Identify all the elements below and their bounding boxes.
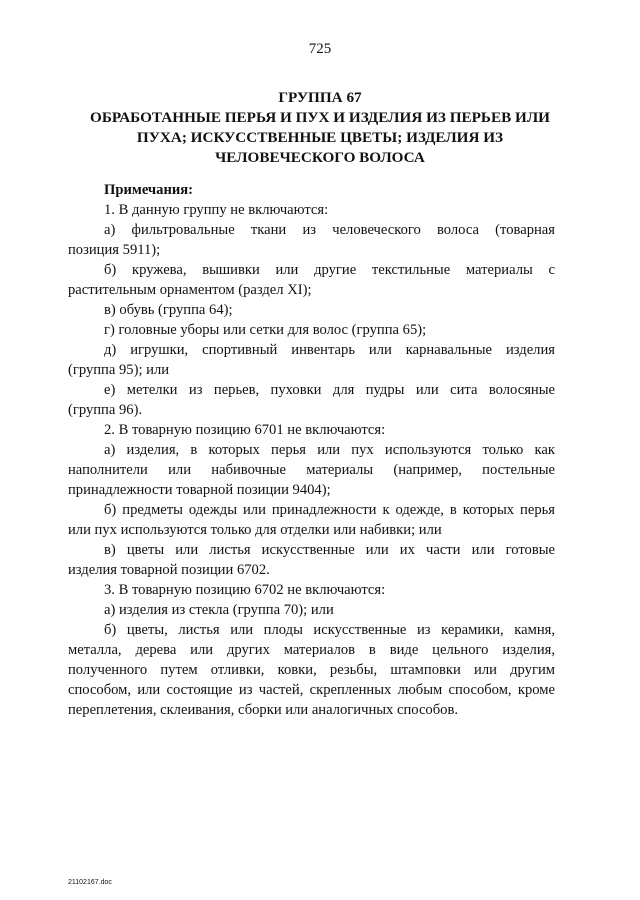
note-line: в) цветы или листья искусственные или их части или готовые xyxy=(104,542,555,558)
note-line: (группа 96). xyxy=(68,402,143,418)
note-line: а) фильтровальные ткани из человеческого волоса (товарная xyxy=(104,222,555,238)
note-line: 2. В товарную позицию 6701 не включаются: xyxy=(104,422,386,438)
note-line: металла, дерева или других материалов в виде цельного изделия, xyxy=(68,642,555,658)
note-line: б) кружева, вышивки или другие текстильные материалы с xyxy=(104,262,555,278)
file-name-footer: 21102167.doc xyxy=(68,879,112,886)
group-title-line: ПУХА; ИСКУССТВЕННЫЕ ЦВЕТЫ; ИЗДЕЛИЯ ИЗ xyxy=(136,129,504,146)
note-line: а) изделия из стекла (группа 70); или xyxy=(104,602,334,618)
note-line: растительным орнаментом (раздел XI); xyxy=(68,282,312,298)
note-line: наполнители или набивочные материалы (например, постельные xyxy=(68,462,555,478)
note-line: 1. В данную группу не включаются: xyxy=(104,202,329,218)
note-line: г) головные уборы или сетки для волос (группа 65); xyxy=(104,322,427,338)
note-line: 3. В товарную позицию 6702 не включаются: xyxy=(104,582,386,598)
note-line: д) игрушки, спортивный инвентарь или карнавальные изделия xyxy=(104,342,555,358)
note-line: б) цветы, листья или плоды искусственные из керамики, камня, xyxy=(104,622,555,638)
note-line: изделия товарной позиции 6702. xyxy=(68,562,270,578)
note-line: переплетения, склеивания, сборки или аналогичных способов. xyxy=(68,702,458,718)
note-line: способом, или состоящие из частей, скрепленных любым способом, кроме xyxy=(68,682,555,698)
note-line: принадлежности товарной позиции 9404); xyxy=(68,482,331,498)
note-line: или пух используются только для отделки или набивки; или xyxy=(68,522,442,538)
note-line: б) предметы одежды или принадлежности к одежде, в которых перья xyxy=(104,502,555,518)
note-line: (группа 95); или xyxy=(68,362,170,378)
note-line: а) изделия, в которых перья или пух используются только как xyxy=(104,442,555,458)
group-title xyxy=(60,88,580,168)
group-title-line: ОБРАБОТАННЫЕ ПЕРЬЯ И ПУХ И ИЗДЕЛИЯ ИЗ ПЕРЬЕВ ИЛИ xyxy=(90,109,550,126)
notes-heading: Примечания: xyxy=(104,182,194,198)
notes-body xyxy=(68,180,555,720)
page-number: 725 xyxy=(308,41,332,57)
note-line: позиция 5911); xyxy=(68,242,161,258)
group-title-line: ГРУППА 67 xyxy=(278,89,362,106)
note-line: е) метелки из перьев, пуховки для пудры или сита волосяные xyxy=(104,382,555,398)
group-title-line: ЧЕЛОВЕЧЕСКОГО ВОЛОСА xyxy=(215,149,425,166)
note-line: полученного путем отливки, ковки, резьбы, штамповки или другим xyxy=(68,662,555,678)
note-line: в) обувь (группа 64); xyxy=(104,302,233,318)
